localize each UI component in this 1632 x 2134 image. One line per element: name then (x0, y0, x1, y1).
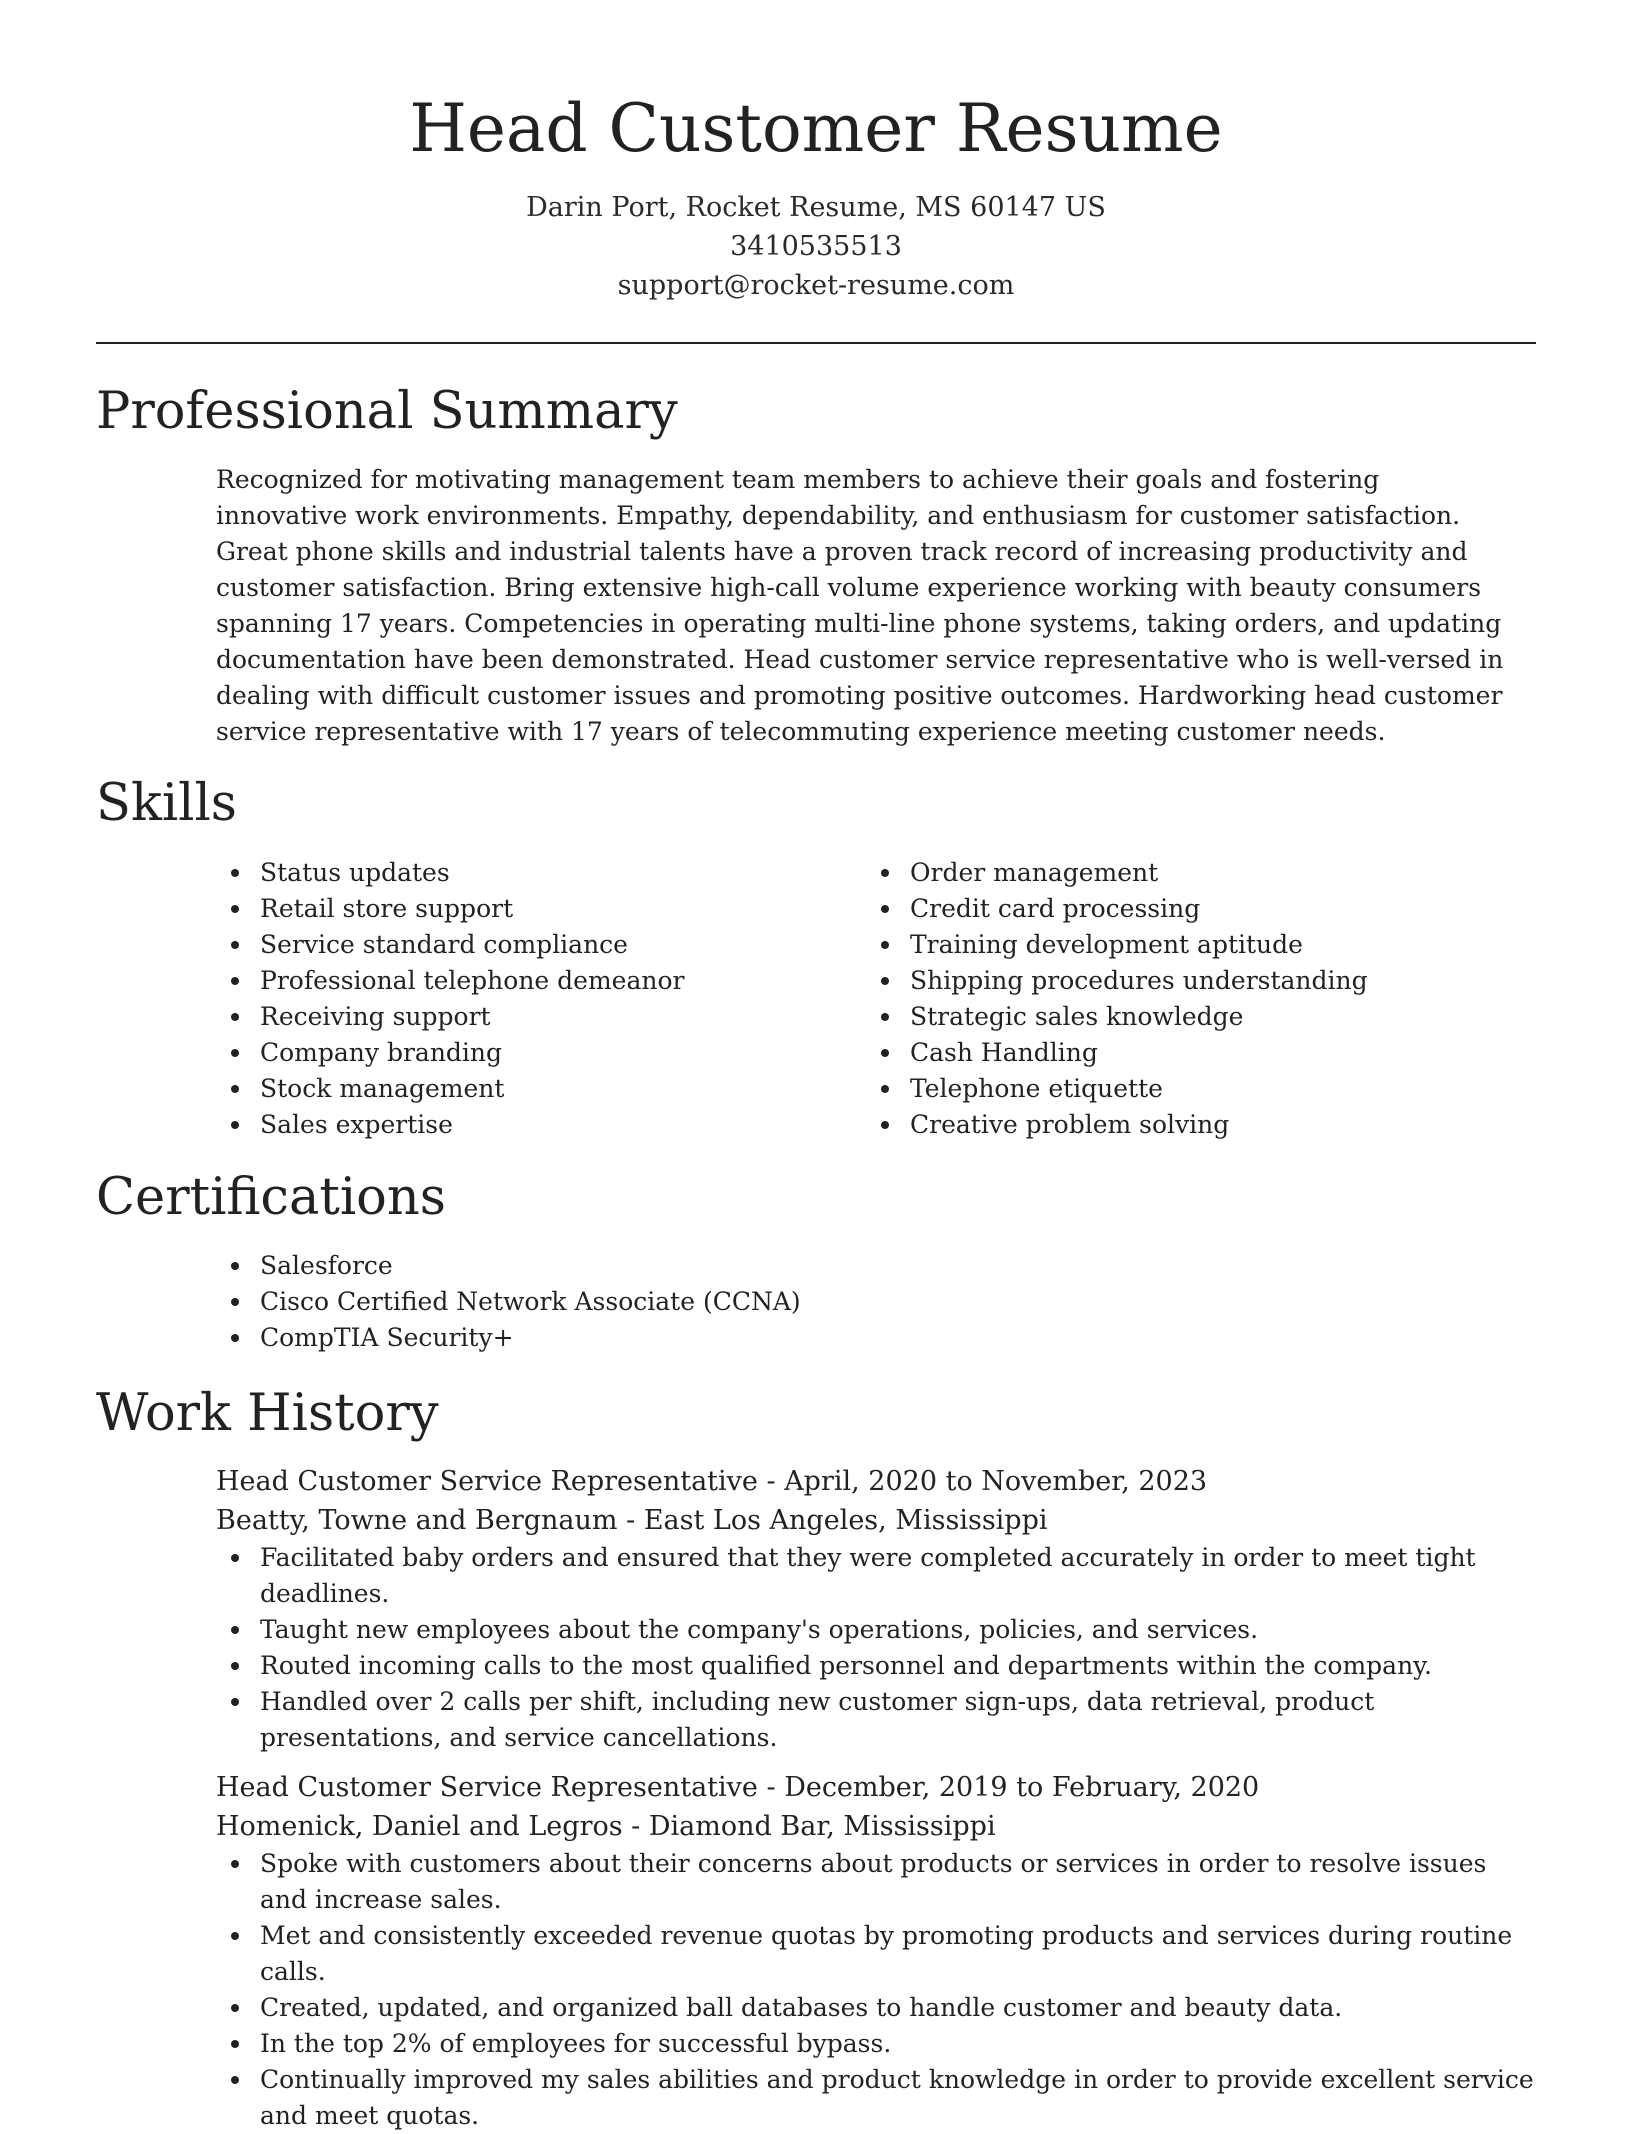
certification-item (216, 1248, 1416, 1284)
bullet-dot (881, 1049, 889, 1057)
job-title-line: Head Customer Service Representative - December, 2019 to February, 2020 (216, 1772, 1260, 1803)
bullet-dot (231, 1932, 239, 1940)
bullet-dot (231, 1262, 239, 1270)
job-title: Head Customer Service Representative (216, 1772, 758, 1803)
job-duty-item (216, 1684, 1536, 1756)
job-location: Diamond Bar, Mississippi (648, 1811, 996, 1842)
skill-item (216, 1071, 836, 1107)
job-duty-item (216, 2062, 1536, 2134)
certification-item (216, 1320, 1416, 1356)
bullet-dot (231, 2040, 239, 2048)
bullet-dot (881, 1013, 889, 1021)
skill-item (866, 999, 1486, 1035)
bullet-dot (881, 869, 889, 877)
skill-label: Service standard compliance (260, 930, 628, 959)
skills-heading: Skills (96, 774, 237, 833)
bullet-dot (231, 2076, 239, 2084)
skill-label: Sales expertise (260, 1110, 453, 1139)
job-duty-text: Handled over 2 calls per shift, including new customer sign-ups, data retrieval, product presentations, and service cancellations. (260, 1687, 1375, 1752)
skill-item (216, 927, 836, 963)
skill-item (866, 927, 1486, 963)
skill-label: Shipping procedures understanding (910, 966, 1368, 995)
skill-item (866, 1107, 1486, 1143)
bullet-dot (231, 905, 239, 913)
skill-label: Training development aptitude (910, 930, 1303, 959)
skill-item (866, 1035, 1486, 1071)
bullet-dot (231, 1698, 239, 1706)
skill-item (216, 855, 836, 891)
skill-item (866, 855, 1486, 891)
job-duty-item (216, 1648, 1536, 1684)
job-title-line: Head Customer Service Representative - April, 2020 to November, 2023 (216, 1466, 1208, 1497)
job-duty-text: Met and consistently exceeded revenue quotas by promoting products and services during routine calls. (260, 1921, 1513, 1986)
certifications-list (216, 1248, 1416, 1356)
skill-label: Company branding (260, 1038, 503, 1067)
skill-item (216, 1107, 836, 1143)
job-duty-item (216, 1612, 1536, 1648)
contact-email: support@rocket-resume.com (617, 270, 1015, 301)
bullet-dot (231, 1860, 239, 1868)
bullet-dot (231, 1085, 239, 1093)
bullet-dot (231, 1013, 239, 1021)
skill-label: Telephone etiquette (910, 1074, 1163, 1103)
skill-label: Cash Handling (910, 1038, 1098, 1067)
skill-label: Order management (910, 858, 1159, 887)
job-duty-text: Taught new employees about the company's operations, policies, and services. (260, 1615, 1259, 1644)
summary-text: Recognized for motivating management team members to achieve their goals and fostering innovative work environments. Empathy, dependability, and enthusiasm for customer satisfaction. Great phone skills and industrial talents have a proven track record of increasing productivity and customer satisfaction. Bring extensive high-call volume experience working with beauty consumers spanning 17 years. Competencies in operating multi-line phone systems, taking orders, and updating documentation have been demonstrated. Head customer service representative who is well-versed in dealing with difficult customer issues and promoting positive outcomes. Hardworking head customer service representative with 17 years of telecommuting experience meeting customer needs. (216, 465, 1504, 746)
skills-right-column (866, 855, 1486, 1143)
bullet-dot (881, 1085, 889, 1093)
job-duty-item (216, 1846, 1536, 1918)
job-duties-list (216, 1846, 1536, 2134)
bullet-dot (231, 1121, 239, 1129)
bullet-dot (231, 1334, 239, 1342)
job-duty-text: Continually improved my sales abilities and product knowledge in order to provide excellent service and meet quotas. (260, 2065, 1534, 2130)
job-duty-text: Facilitated baby orders and ensured that they were completed accurately in order to meet tight deadlines. (260, 1543, 1476, 1608)
skill-item (866, 963, 1486, 999)
job-company-line: Homenick, Daniel and Legros - Diamond Bar, Mississippi (216, 1811, 996, 1842)
bullet-dot (881, 1121, 889, 1129)
skill-label: Strategic sales knowledge (910, 1002, 1244, 1031)
job-company: Beatty, Towne and Bergnaum (216, 1505, 618, 1536)
bullet-dot (231, 2004, 239, 2012)
contact-phone: 3410535513 (730, 231, 902, 262)
skill-label: Credit card processing (910, 894, 1201, 923)
skill-label: Stock management (260, 1074, 505, 1103)
header-divider (96, 342, 1536, 344)
job-duty-text: Routed incoming calls to the most qualified personnel and departments within the company. (260, 1651, 1432, 1680)
bullet-dot (881, 977, 889, 985)
work-history-heading: Work History (96, 1384, 439, 1443)
skill-label: Status updates (260, 858, 450, 887)
bullet-dot (231, 1554, 239, 1562)
bullet-dot (231, 869, 239, 877)
job-duty-text: Spoke with customers about their concerns about products or services in order to resolve issues and increase sales. (260, 1849, 1487, 1914)
job-entry (216, 1462, 1536, 1756)
resume-header (96, 84, 1536, 305)
job-company: Homenick, Daniel and Legros (216, 1811, 623, 1842)
job-location: East Los Angeles, Mississippi (643, 1505, 1048, 1536)
bullet-dot (231, 1049, 239, 1057)
certification-label: Salesforce (260, 1251, 393, 1280)
summary-heading: Professional Summary (96, 382, 678, 441)
skill-item (866, 1071, 1486, 1107)
job-duty-item (216, 1918, 1536, 1990)
skills-left-column (216, 855, 836, 1143)
job-duty-text: Created, updated, and organized ball databases to handle customer and beauty data. (260, 1993, 1343, 2022)
bullet-dot (881, 905, 889, 913)
job-duty-text: In the top 2% of employees for successful bypass. (260, 2029, 892, 2058)
bullet-dot (881, 941, 889, 949)
job-title: Head Customer Service Representative (216, 1466, 758, 1497)
job-duties-list (216, 1540, 1536, 1756)
skill-item (216, 963, 836, 999)
skill-label: Creative problem solving (910, 1110, 1230, 1139)
skill-item (866, 891, 1486, 927)
bullet-dot (231, 1298, 239, 1306)
skill-item (216, 891, 836, 927)
job-duty-item (216, 2026, 1536, 2062)
resume-title: Head Customer Resume (409, 90, 1223, 167)
job-duty-item (216, 1990, 1536, 2026)
job-duty-item (216, 1540, 1536, 1612)
contact-address: Darin Port, Rocket Resume, MS 60147 US (526, 192, 1106, 223)
skill-item (216, 1035, 836, 1071)
bullet-dot (231, 941, 239, 949)
bullet-dot (231, 977, 239, 985)
certifications-heading: Certifications (96, 1168, 446, 1227)
bullet-dot (231, 1662, 239, 1670)
skill-label: Receiving support (260, 1002, 491, 1031)
certification-item (216, 1284, 1416, 1320)
skill-label: Professional telephone demeanor (260, 966, 685, 995)
job-dates: April, 2020 to November, 2023 (784, 1466, 1208, 1497)
skill-label: Retail store support (260, 894, 514, 923)
certification-label: CompTIA Security+ (260, 1323, 514, 1352)
job-company-line: Beatty, Towne and Bergnaum - East Los Angeles, Mississippi (216, 1505, 1048, 1536)
certification-label: Cisco Certified Network Associate (CCNA) (260, 1287, 801, 1316)
skill-item (216, 999, 836, 1035)
bullet-dot (231, 1626, 239, 1634)
job-dates: December, 2019 to February, 2020 (784, 1772, 1260, 1803)
job-entry (216, 1768, 1536, 2134)
